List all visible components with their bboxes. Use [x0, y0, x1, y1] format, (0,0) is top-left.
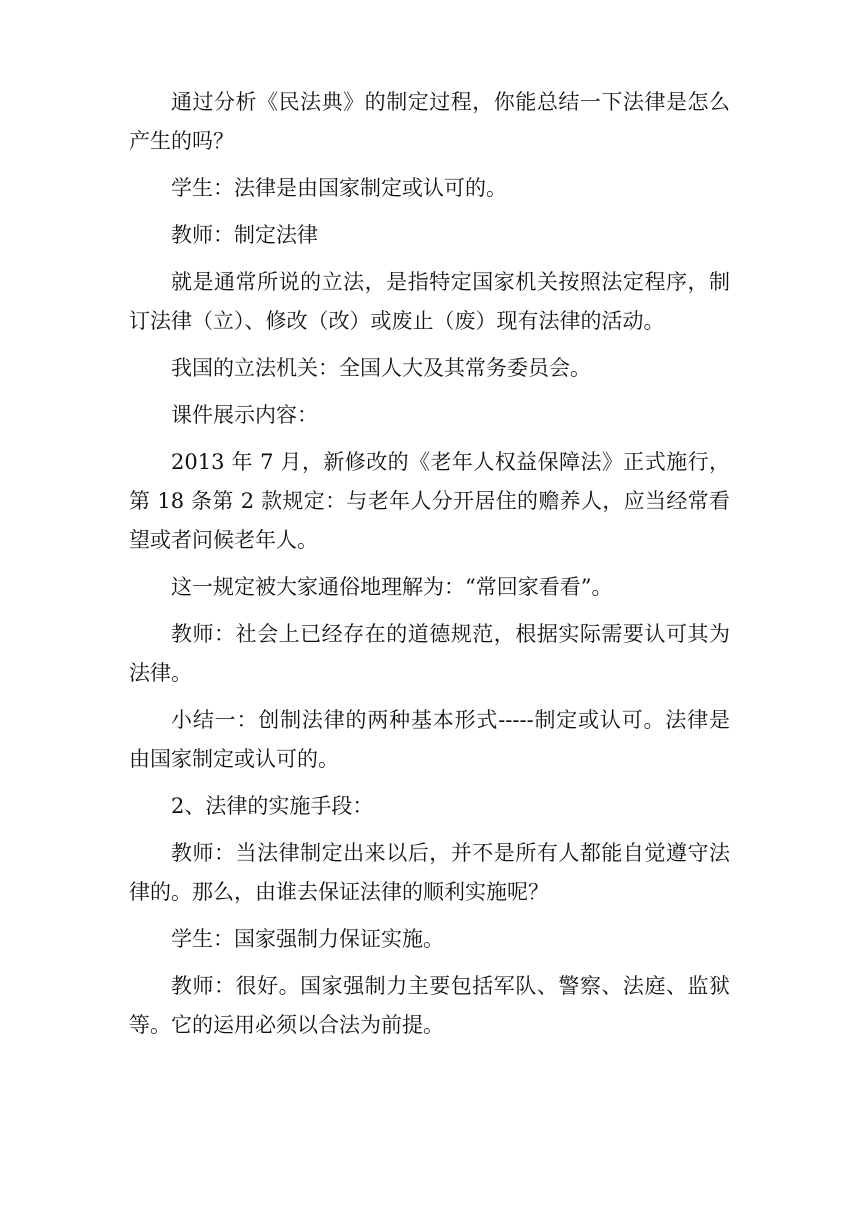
paragraph-law-origin-question: 通过分析《民法典》的制定过程，你能总结一下法律是怎么产生的吗？: [129, 90, 730, 153]
paragraph-visit-home: 这一规定被大家通俗地理解为：“常回家看看”。: [171, 575, 613, 599]
paragraph-student-answer-1: 学生：法律是由国家制定或认可的。: [171, 176, 507, 200]
document-body: [129, 83, 730, 1053]
section-heading-enforcement: 2、法律的实施手段：: [171, 794, 374, 818]
paragraph-teacher-state-force: 教师：很好。国家强制力主要包括军队、警察、法庭、监狱等。它的运用必须以合法为前提。: [129, 974, 730, 1037]
paragraph-teacher-make-law: 教师：制定法律: [171, 223, 318, 247]
paragraph-legislation-definition: 就是通常所说的立法，是指特定国家机关按照法定程序，制订法律（立）、修改（改）或废止（废）现有法律的活动。: [129, 270, 730, 333]
paragraph-courseware-content: 课件展示内容：: [171, 403, 318, 427]
paragraph-elderly-law: 2013 年 7 月，新修改的《老年人权益保障法》正式施行，第 18 条第 2 款规定：与老年人分开居住的赡养人，应当经常看望或者问候老年人。: [129, 450, 730, 552]
paragraph-teacher-enforcement-question: 教师：当法律制定出来以后，并不是所有人都能自觉遵守法律的。那么，由谁去保证法律的顺利实施呢？: [129, 841, 730, 904]
paragraph-summary-one: 小结一：创制法律的两种基本形式-----制定或认可。法律是由国家制定或认可的。: [129, 708, 730, 771]
paragraph-legislative-body: 我国的立法机关：全国人大及其常务委员会。: [171, 356, 591, 380]
paragraph-student-answer-2: 学生：国家强制力保证实施。: [171, 927, 444, 951]
paragraph-teacher-recognition: 教师：社会上已经存在的道德规范，根据实际需要认可其为法律。: [129, 622, 730, 685]
